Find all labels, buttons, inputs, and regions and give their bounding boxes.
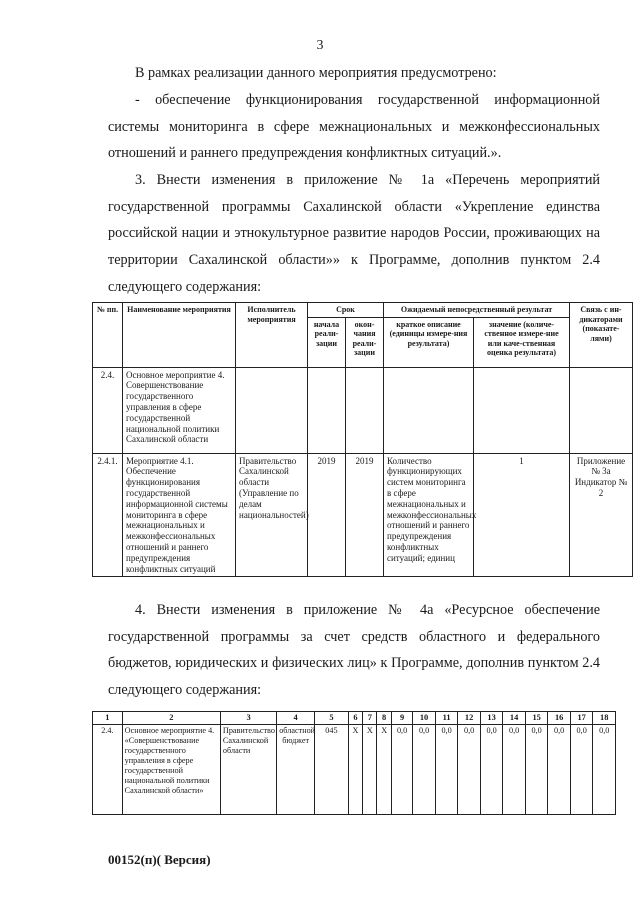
activities-table <box>92 302 633 577</box>
row-name: Мероприятие 4.1. Обеспечение функционирования государственной информационной системы мониторинга в сфере межнациональных и межконфессиональных отношений и раннего предупреждения конфликтных ситуаций <box>123 453 236 577</box>
row-name: Основное мероприятие 4. «Совершенствование государственного управления в сфере государственной национальной политики Сахалинской области» <box>122 725 220 815</box>
row-c12: 0,0 <box>458 725 481 815</box>
col-header: 18 <box>593 712 616 725</box>
col-header: 16 <box>548 712 571 725</box>
row-link: Приложение № 3а Индикатор № 2 <box>570 453 633 577</box>
row-c7: X <box>363 725 377 815</box>
col-header: 9 <box>391 712 412 725</box>
row-value <box>474 367 570 453</box>
row-executor: Правительство Сахалинской области <box>220 725 276 815</box>
row-c18: 0,0 <box>593 725 616 815</box>
col-header: 10 <box>413 712 436 725</box>
col-header: 15 <box>525 712 548 725</box>
col-header: 1 <box>93 712 123 725</box>
header-term-end: окон-чания реали-зации <box>346 317 384 367</box>
row-num: 2.4.1. <box>93 453 123 577</box>
table-row <box>93 725 616 815</box>
col-header: 14 <box>503 712 526 725</box>
row-end <box>346 367 384 453</box>
header-num: № пп. <box>93 303 123 368</box>
paragraph-item-4: 4. Внести изменения в приложение № 4а «Ресурсное обеспечение государственной программы за счет средств областного и федерального бюджетов, юридических и физических лиц» к Программе, дополнив пунктом 2.4 следующего содержания: <box>108 602 600 699</box>
paragraph-item-3: 3. Внести изменения в приложение № 1а «Перечень мероприятий государственной программы Сахалинской области «Укрепление единства российской нации и этнокультурное развитие народов России, проживающих на территории Сахалинской области»» к Программе, дополнив пунктом 2.4 следующего содержания: <box>108 172 600 295</box>
col-header: 8 <box>377 712 391 725</box>
header-term: Срок <box>308 303 384 318</box>
row-c17: 0,0 <box>570 725 593 815</box>
header-term-start: начала реали-зации <box>308 317 346 367</box>
row-short <box>384 367 474 453</box>
header-result-value: значение (количе-ственное измере-ние или каче-ственная оценка результата) <box>474 317 570 367</box>
row-c6: X <box>348 725 362 815</box>
header-executor: Исполнитель мероприятия <box>236 303 308 368</box>
header-name: Наименование мероприятия <box>123 303 236 368</box>
col-header: 12 <box>458 712 481 725</box>
row-c13: 0,0 <box>480 725 503 815</box>
row-end: 2019 <box>346 453 384 577</box>
row-source: областной бюджет <box>277 725 315 815</box>
col-header: 2 <box>122 712 220 725</box>
row-num: 2.4. <box>93 725 123 815</box>
row-c14: 0,0 <box>503 725 526 815</box>
resources-table <box>92 711 616 815</box>
col-header: 4 <box>277 712 315 725</box>
table-row <box>93 453 633 577</box>
row-c16: 0,0 <box>548 725 571 815</box>
row-c10: 0,0 <box>413 725 436 815</box>
header-row <box>93 712 616 725</box>
document-footer-code: 00152(п)( Версия) <box>108 852 211 867</box>
table-row <box>93 367 633 453</box>
row-executor: Правительство Сахалинской области (Управление по делам национальностей) <box>236 453 308 577</box>
row-num: 2.4. <box>93 367 123 453</box>
page-number: 3 <box>316 38 324 53</box>
row-c15: 0,0 <box>525 725 548 815</box>
row-start: 2019 <box>308 453 346 577</box>
row-executor <box>236 367 308 453</box>
row-value: 1 <box>474 453 570 577</box>
paragraph-bullet: - обеспечение функционирования государственной информационной системы мониторинга в сфере межнациональных и межконфессиональных отношений и раннего предупреждения конфликтных ситуаций.». <box>108 92 600 162</box>
col-header: 13 <box>480 712 503 725</box>
row-short: Количество функционирующих систем мониторинга в сфере межнациональных и межконфессиональных отношений и раннего предупреждения конфликтных ситуаций; единиц <box>384 453 474 577</box>
row-start <box>308 367 346 453</box>
col-header: 5 <box>315 712 349 725</box>
row-c11: 0,0 <box>435 725 458 815</box>
header-link: Связь с ин-дикаторами (показате-лями) <box>570 303 633 368</box>
row-name: Основное мероприятие 4. Совершенствование государственного управления в сфере государственной национальной политики Сахалинской области <box>123 367 236 453</box>
row-c9: 0,0 <box>391 725 412 815</box>
header-result-short: краткое описание (единицы измере-ния результата) <box>384 317 474 367</box>
row-link <box>570 367 633 453</box>
header-result: Ожидаемый непосредственный результат <box>384 303 570 318</box>
paragraph-intro: В рамках реализации данного мероприятия предусмотрено: <box>135 65 497 81</box>
col-header: 3 <box>220 712 276 725</box>
row-c8: X <box>377 725 391 815</box>
row-code: 045 <box>315 725 349 815</box>
col-header: 17 <box>570 712 593 725</box>
col-header: 6 <box>348 712 362 725</box>
col-header: 11 <box>435 712 458 725</box>
col-header: 7 <box>363 712 377 725</box>
